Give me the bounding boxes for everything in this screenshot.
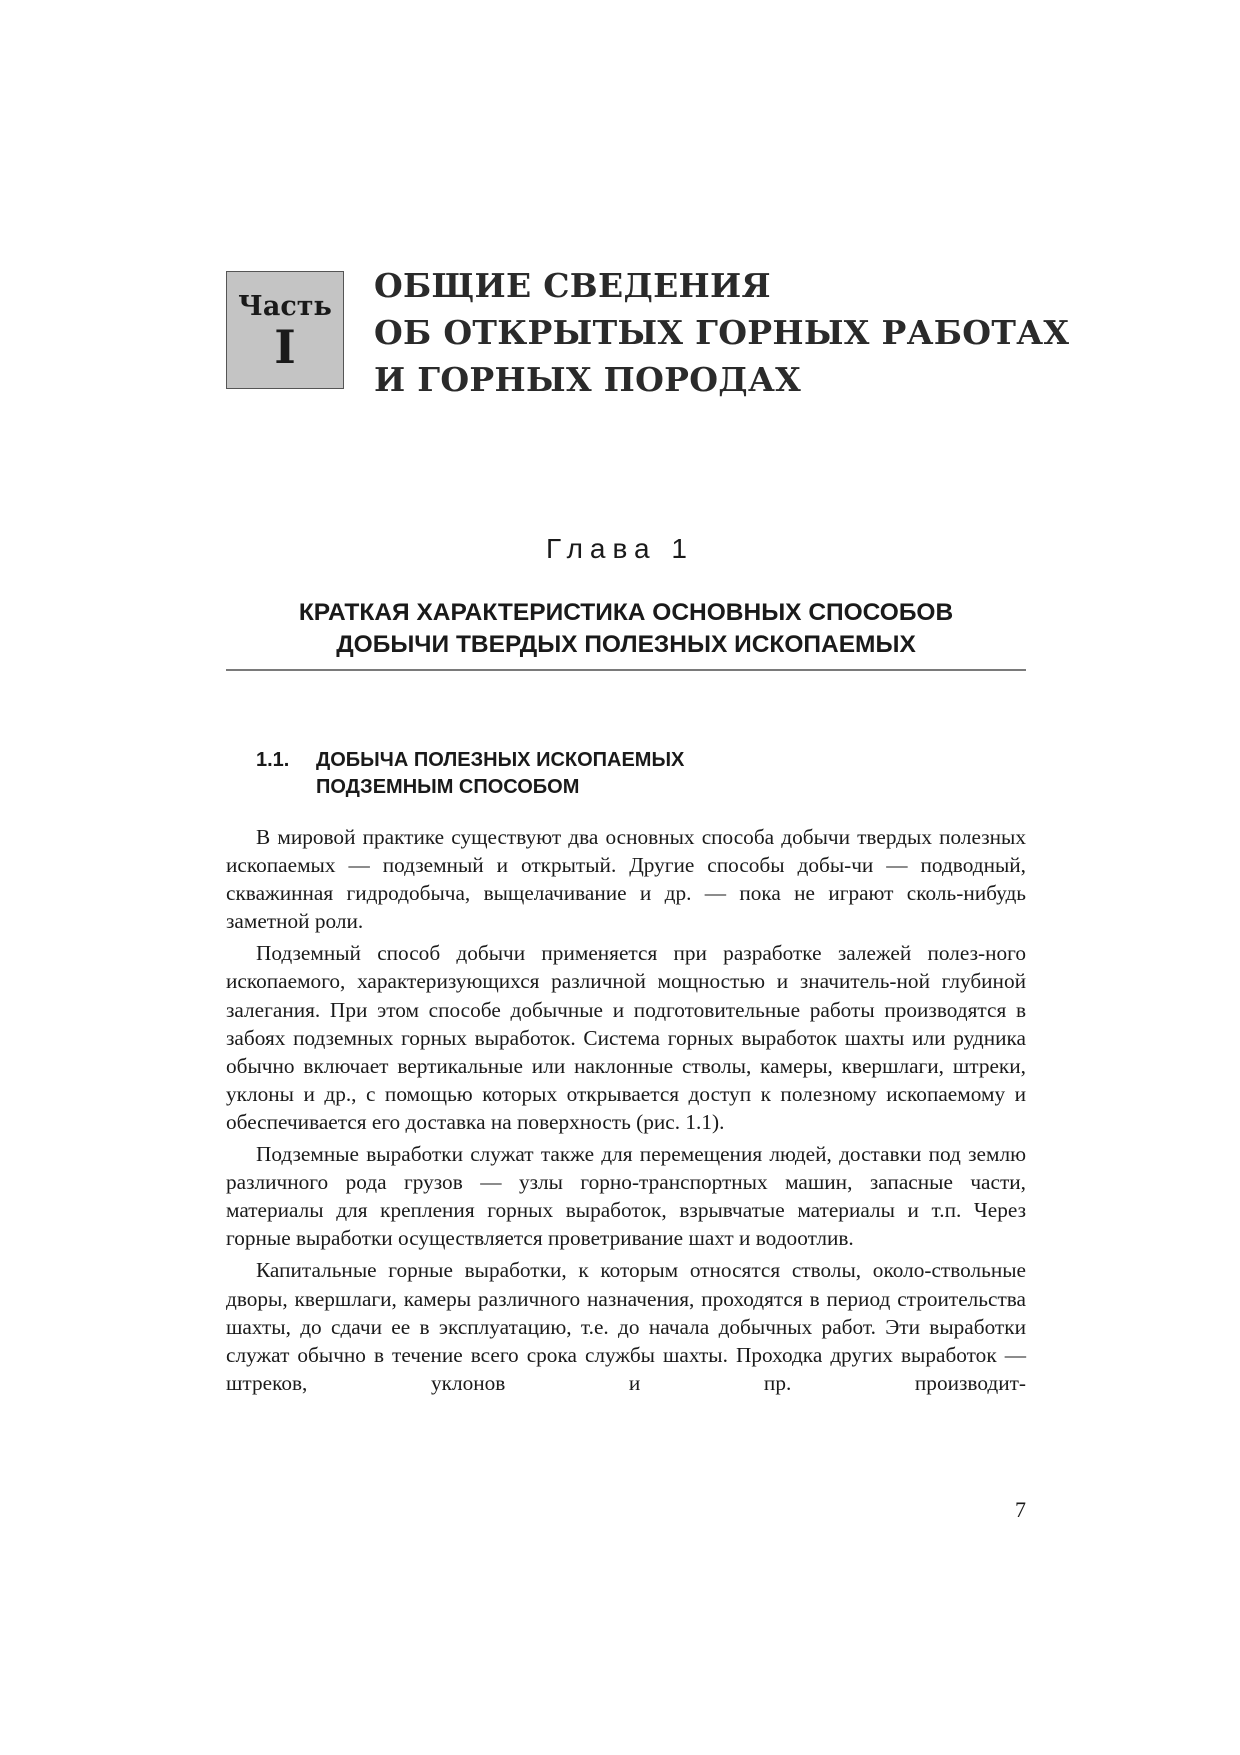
chapter-title (226, 597, 1026, 661)
paragraph: В мировой практике существуют два основных способа добычи твердых полезных ископаемых — подземный и открытый. Другие способы добы-чи — подводный, скважинная гидродобыча, выщелачивание и др. — пока не играют сколь-нибудь заметной роли. (226, 825, 1026, 934)
paragraph: Подземный способ добычи применяется при разработке залежей полез-ного ископаемого, характеризующихся различной мощностью и значитель-ной глубиной залегания. При этом способе добычные и подготовительные работы производятся в забоях подземных горных выработок. Система горных выработок шахты или рудника обычно включает вертикальные или наклонные стволы, камеры, квершлаги, штреки, уклоны и др., с помощью которых открывается доступ к полезному ископаемому и обеспечивается его доставка на поверхность (рис. 1.1). (226, 941, 1026, 1134)
part-title-line: И ГОРНЫХ ПОРОДАХ (374, 360, 802, 399)
section-title-line: ДОБЫЧА ПОЛЕЗНЫХ ИСКОПАЕМЫХ (316, 749, 685, 771)
part-title-line: ОБЩИЕ СВЕДЕНИЯ (374, 266, 771, 305)
paragraph: Капитальные горные выработки, к которым относятся стволы, около-ствольные дворы, квершлаги, камеры различного назначения, проходятся в период строительства шахты, до сдачи ее в эксплуатацию, т.е. до начала добычных работ. Эти выработки служат обычно в течение всего срока службы шахты. Проходка других выработок — штреков, уклонов и пр. производит- (226, 1258, 1026, 1395)
section-title-line: ПОДЗЕМНЫМ СПОСОБОМ (316, 776, 580, 798)
chapter-title-line: ДОБЫЧИ ТВЕРДЫХ ПОЛЕЗНЫХ ИСКОПАЕМЫХ (336, 631, 916, 658)
part-badge (226, 271, 344, 389)
body-text (226, 823, 1026, 1397)
part-title (374, 262, 1069, 403)
section-heading (256, 747, 684, 801)
section-title (316, 747, 684, 801)
section-number: 1.1. (256, 749, 290, 771)
part-title-line: ОБ ОТКРЫТЫХ ГОРНЫХ РАБОТАХ (374, 313, 1070, 352)
chapter-label: Глава 1 (546, 533, 694, 564)
part-label: Часть (238, 291, 332, 323)
page-number: 7 (1015, 1497, 1026, 1522)
part-number: I (274, 319, 296, 374)
chapter-title-line: КРАТКАЯ ХАРАКТЕРИСТИКА ОСНОВНЫХ СПОСОБОВ (298, 599, 954, 626)
chapter-divider (226, 669, 1026, 671)
paragraph: Подземные выработки служат также для перемещения людей, доставки под землю различного рода грузов — узлы горно-транспортных машин, запасные части, материалы для крепления горных выработок, взрывчатые материалы и т.п. Через горные выработки осуществляется проветривание шахт и водоотлив. (226, 1142, 1026, 1251)
